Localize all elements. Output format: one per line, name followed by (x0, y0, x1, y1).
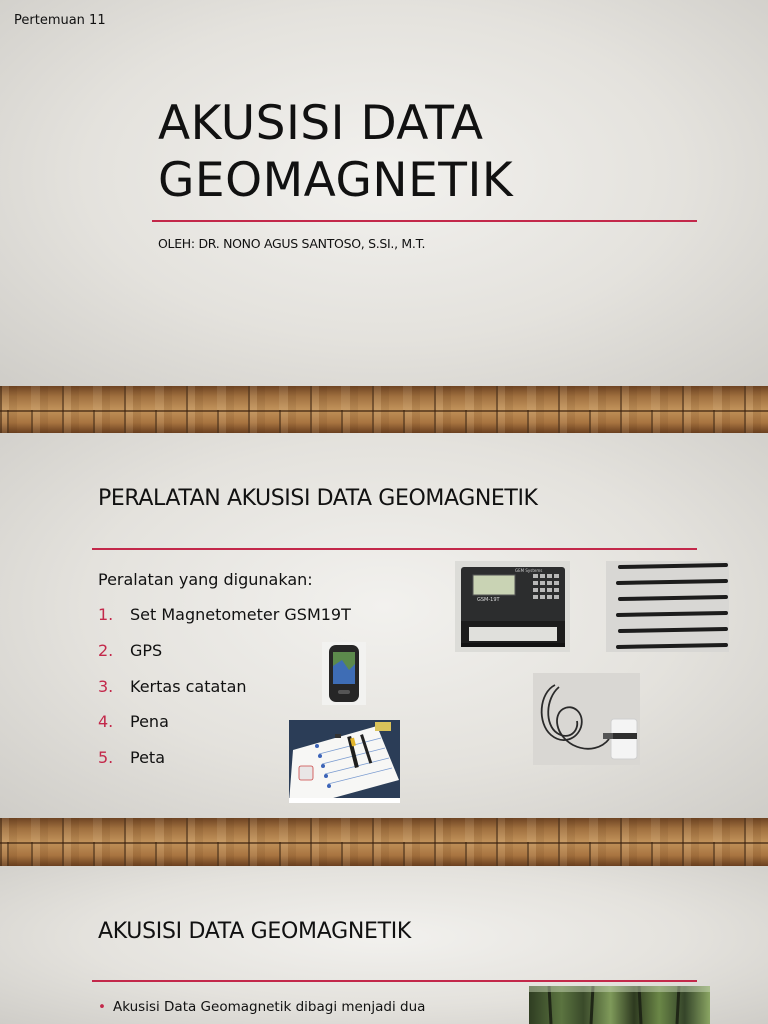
slide-1 (0, 0, 768, 386)
slide-2-title: PERALATAN AKUSISI DATA GEOMAGNETIK (98, 486, 538, 511)
slide-1-title-line-2: GEOMAGNETIK (158, 153, 514, 208)
bullet-marker-icon: • (98, 999, 106, 1015)
list-item: 2. GPS (98, 641, 163, 660)
cable-sensor-photo (533, 673, 640, 765)
slide-2-divider (92, 548, 697, 550)
notebook-pens-photo (289, 720, 400, 803)
list-item: 5. Peta (98, 748, 165, 767)
slide-1-divider (152, 220, 697, 222)
magnetometer-photo (455, 561, 570, 652)
meeting-label: Pertemuan 11 (14, 13, 106, 28)
bullet-item: • Akusisi Data Geomagnetik dibagi menjadi dua (98, 999, 426, 1015)
slide-3 (0, 866, 768, 1024)
sensor-rods-photo (606, 561, 729, 652)
wood-separator-1 (0, 386, 768, 433)
list-item: 4. Pena (98, 712, 169, 731)
wood-separator-2 (0, 818, 768, 866)
magnetometer-screen-label: GSM-19T (477, 597, 500, 603)
list-item: 3. Kertas catatan (98, 677, 247, 696)
equipment-intro: Peralatan yang digunakan: (98, 570, 313, 589)
slide-3-title: AKUSISI DATA GEOMAGNETIK (98, 919, 412, 944)
list-item: 1. Set Magnetometer GSM19T (98, 605, 351, 624)
field-photo (529, 986, 710, 1024)
slide-1-title-line-1: AKUSISI DATA (158, 96, 484, 151)
gps-photo (322, 642, 366, 705)
author-line: OLEH: DR. NONO AGUS SANTOSO, S.SI., M.T. (158, 236, 426, 251)
slide-3-divider (92, 980, 697, 982)
magnetometer-brand-label: GEM Systems (515, 568, 543, 573)
slide-2 (0, 433, 768, 818)
